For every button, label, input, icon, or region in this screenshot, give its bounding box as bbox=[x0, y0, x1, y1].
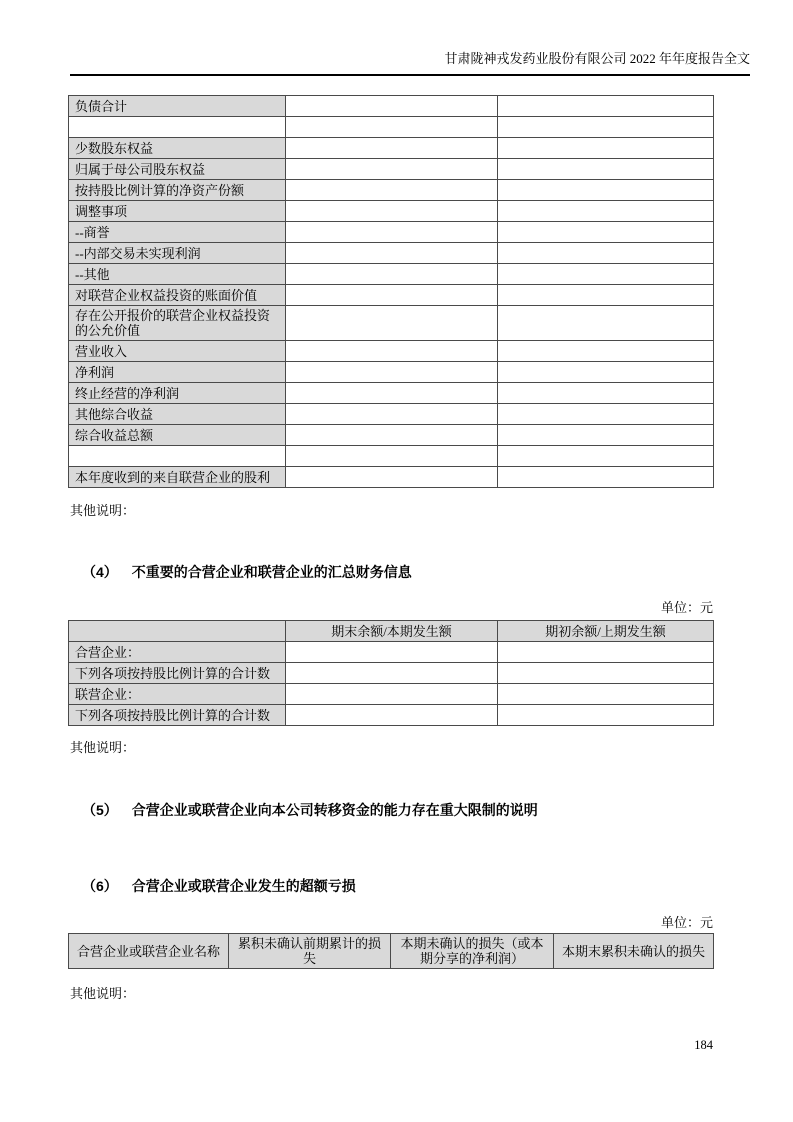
value-cell-prior bbox=[498, 467, 714, 488]
row-label: 少数股东权益 bbox=[69, 138, 286, 159]
value-cell-current bbox=[286, 404, 498, 425]
value-cell-current bbox=[286, 222, 498, 243]
table-row bbox=[69, 243, 714, 264]
row-label: 按持股比例计算的净资产份额 bbox=[69, 180, 286, 201]
value-cell-prior bbox=[498, 404, 714, 425]
section5-heading bbox=[82, 800, 538, 820]
table-row bbox=[69, 180, 714, 201]
table-row bbox=[69, 663, 714, 684]
table-row bbox=[69, 222, 714, 243]
table-row bbox=[69, 138, 714, 159]
value-cell-prior bbox=[498, 705, 714, 726]
unit-label-1: 单位：元 bbox=[660, 600, 713, 615]
value-cell-prior bbox=[498, 306, 714, 341]
value-cell-current bbox=[286, 663, 498, 684]
value-cell-current bbox=[286, 264, 498, 285]
value-cell-current bbox=[286, 243, 498, 264]
row-label: 存在公开报价的联营企业权益投资的公允价值 bbox=[69, 306, 286, 341]
value-cell-current bbox=[286, 383, 498, 404]
value-cell-prior bbox=[498, 180, 714, 201]
row-label: 对联营企业权益投资的账面价值 bbox=[69, 285, 286, 306]
header-cell-unrecognized-loss: 本期未确认的损失（或本期分享的净利润） bbox=[391, 934, 554, 969]
table-row bbox=[69, 201, 714, 222]
table-row bbox=[69, 446, 714, 467]
table-row bbox=[69, 705, 714, 726]
section4-heading bbox=[82, 562, 412, 582]
row-label: 综合收益总额 bbox=[69, 425, 286, 446]
row-label: 营业收入 bbox=[69, 341, 286, 362]
header-cell-entity-name: 合营企业或联营企业名称 bbox=[69, 934, 229, 969]
value-cell-prior bbox=[498, 642, 714, 663]
unimportant-entities-table bbox=[68, 620, 714, 726]
other-note-3: 其他说明： bbox=[70, 986, 136, 1001]
table-row bbox=[69, 684, 714, 705]
section6-number: （6） bbox=[82, 878, 118, 894]
row-label: 净利润 bbox=[69, 362, 286, 383]
value-cell-prior bbox=[498, 684, 714, 705]
value-cell-prior bbox=[498, 264, 714, 285]
row-label: 联营企业： bbox=[69, 684, 286, 705]
table-row bbox=[69, 117, 714, 138]
excess-loss-table bbox=[68, 933, 714, 969]
value-cell-prior bbox=[498, 96, 714, 117]
value-cell-prior bbox=[498, 425, 714, 446]
section5-title: 合营企业或联营企业向本公司转移资金的能力存在重大限制的说明 bbox=[131, 802, 538, 818]
value-cell-current bbox=[286, 341, 498, 362]
unit-label-2: 单位：元 bbox=[660, 915, 713, 930]
table-row bbox=[69, 425, 714, 446]
row-label bbox=[69, 446, 286, 467]
section4-number: （4） bbox=[82, 564, 118, 580]
table-row bbox=[69, 383, 714, 404]
value-cell-prior bbox=[498, 341, 714, 362]
row-label: --商誉 bbox=[69, 222, 286, 243]
value-cell-prior bbox=[498, 117, 714, 138]
row-label bbox=[69, 117, 286, 138]
associate-summary-table-wrap bbox=[68, 95, 714, 488]
row-label: 归属于母公司股东权益 bbox=[69, 159, 286, 180]
header-cell-accumulated-prior-loss: 累积未确认前期累计的损失 bbox=[229, 934, 391, 969]
value-cell-current bbox=[286, 446, 498, 467]
value-cell-current bbox=[286, 642, 498, 663]
section4-title: 不重要的合营企业和联营企业的汇总财务信息 bbox=[131, 564, 412, 580]
value-cell-current bbox=[286, 467, 498, 488]
table-row bbox=[69, 341, 714, 362]
row-label: 调整事项 bbox=[69, 201, 286, 222]
value-cell-prior bbox=[498, 201, 714, 222]
value-cell-prior bbox=[498, 285, 714, 306]
value-cell-current bbox=[286, 306, 498, 341]
row-label: --其他 bbox=[69, 264, 286, 285]
section6-heading bbox=[82, 876, 356, 896]
table-row bbox=[69, 467, 714, 488]
section5-number: （5） bbox=[82, 802, 118, 818]
table-row bbox=[69, 404, 714, 425]
value-cell-current bbox=[286, 117, 498, 138]
value-cell-current bbox=[286, 96, 498, 117]
value-cell-prior bbox=[498, 138, 714, 159]
other-note-1: 其他说明： bbox=[70, 503, 136, 518]
row-label: 负债合计 bbox=[69, 96, 286, 117]
value-cell-prior bbox=[498, 362, 714, 383]
value-cell-prior bbox=[498, 383, 714, 404]
associate-summary-table bbox=[68, 95, 714, 488]
row-label: 其他综合收益 bbox=[69, 404, 286, 425]
table-row bbox=[69, 642, 714, 663]
header-cell-closing: 期末余额/本期发生额 bbox=[286, 621, 498, 642]
value-cell-current bbox=[286, 705, 498, 726]
row-label: 终止经营的净利润 bbox=[69, 383, 286, 404]
row-label: 下列各项按持股比例计算的合计数 bbox=[69, 705, 286, 726]
value-cell-current bbox=[286, 285, 498, 306]
value-cell-prior bbox=[498, 222, 714, 243]
section6-title: 合营企业或联营企业发生的超额亏损 bbox=[131, 878, 356, 894]
value-cell-prior bbox=[498, 446, 714, 467]
value-cell-current bbox=[286, 425, 498, 446]
table-header-row bbox=[69, 934, 714, 969]
unimportant-entities-table-wrap bbox=[68, 620, 714, 726]
row-label: 下列各项按持股比例计算的合计数 bbox=[69, 663, 286, 684]
page-header bbox=[70, 48, 750, 76]
table-row bbox=[69, 285, 714, 306]
value-cell-prior bbox=[498, 159, 714, 180]
value-cell-prior bbox=[498, 663, 714, 684]
header-cell-period-end-loss: 本期末累积未确认的损失 bbox=[554, 934, 714, 969]
value-cell-current bbox=[286, 684, 498, 705]
value-cell-prior bbox=[498, 243, 714, 264]
row-label: --内部交易未实现利润 bbox=[69, 243, 286, 264]
excess-loss-table-wrap bbox=[68, 933, 714, 969]
table-row bbox=[69, 306, 714, 341]
value-cell-current bbox=[286, 362, 498, 383]
report-title: 甘肃陇神戎发药业股份有限公司 2022 年年度报告全文 bbox=[444, 51, 750, 66]
value-cell-current bbox=[286, 138, 498, 159]
page-number: 184 bbox=[694, 1038, 713, 1052]
row-label: 本年度收到的来自联营企业的股利 bbox=[69, 467, 286, 488]
table-row bbox=[69, 96, 714, 117]
table-row bbox=[69, 264, 714, 285]
value-cell-current bbox=[286, 180, 498, 201]
table-header-row bbox=[69, 621, 714, 642]
value-cell-current bbox=[286, 201, 498, 222]
table-row bbox=[69, 159, 714, 180]
header-cell-blank bbox=[69, 621, 286, 642]
other-note-2: 其他说明： bbox=[70, 740, 136, 755]
header-cell-opening: 期初余额/上期发生额 bbox=[498, 621, 714, 642]
table-row bbox=[69, 362, 714, 383]
value-cell-current bbox=[286, 159, 498, 180]
row-label: 合营企业： bbox=[69, 642, 286, 663]
